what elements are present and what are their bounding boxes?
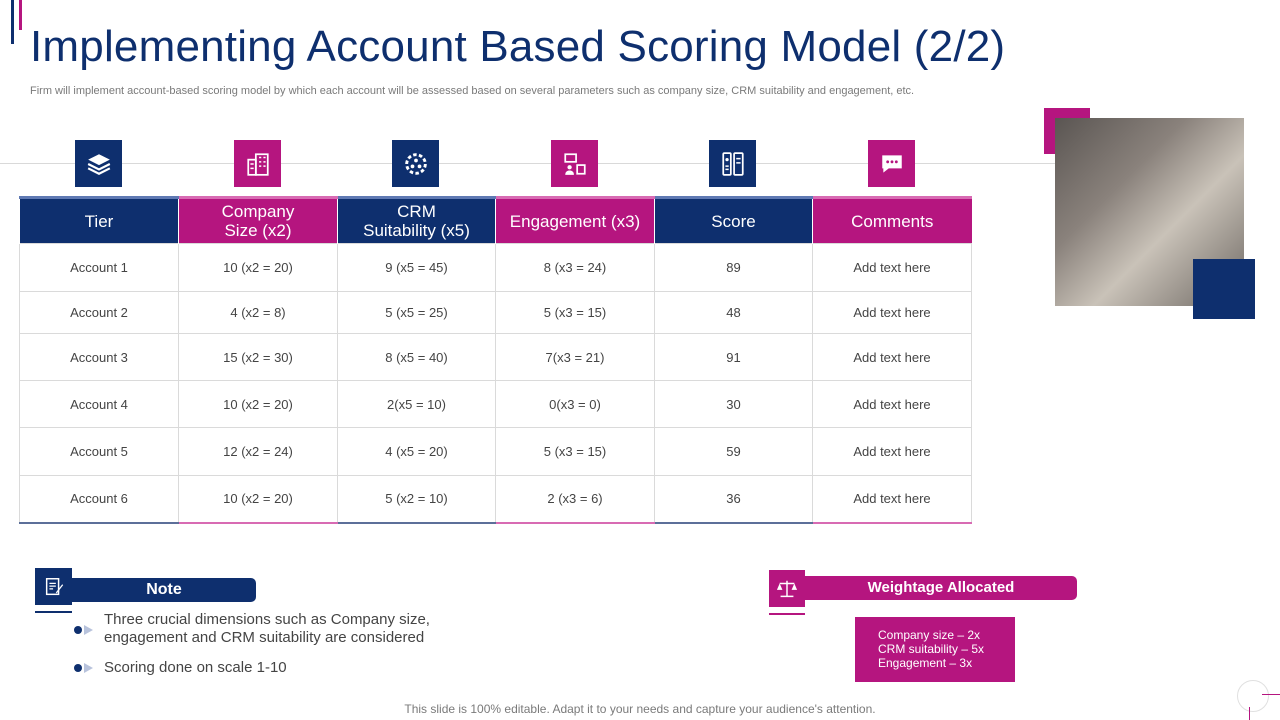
table-cell: 10 (x2 = 20) [179,244,338,292]
accent-bar [19,0,22,30]
table-cell: Add text here [813,428,972,476]
presentation-icon [551,140,598,187]
page-subtitle: Firm will implement account-based scoring model by which each account will be assessed based on several parameters such as company size, CRM suitability and engagement, etc. [30,85,915,97]
table-cell: Add text here [813,476,972,523]
table-header-row [20,198,972,244]
network-gear-icon [392,140,439,187]
table-cell: Add text here [813,334,972,381]
table-cell: Account 2 [20,292,179,334]
table-cell: 5 (x5 = 25) [338,292,496,334]
column-header-label: Company Size (x2) [221,202,295,240]
divider [769,613,805,615]
table-row [20,292,972,334]
table-cell: 4 (x2 = 8) [179,292,338,334]
corner-decoration [1262,694,1280,695]
table-cell: Add text here [813,244,972,292]
column-header-engagement: Engagement (x3) [496,198,655,244]
table-cell: Account 4 [20,381,179,428]
table-cell: 7(x3 = 21) [496,334,655,381]
corner-decoration [1249,707,1250,720]
table-cell: Account 6 [20,476,179,523]
table-cell: 0(x3 = 0) [496,381,655,428]
accent-bar [11,0,14,44]
table-cell: 9 (x5 = 45) [338,244,496,292]
table-cell: 5 (x3 = 15) [496,428,655,476]
table-cell: 89 [655,244,813,292]
weightage-label: Weightage Allocated [805,576,1077,600]
table-cell: 48 [655,292,813,334]
table-cell: 91 [655,334,813,381]
column-header-company-size [179,198,338,244]
table-row [20,428,972,476]
table-cell: 8 (x3 = 24) [496,244,655,292]
table-cell: Account 5 [20,428,179,476]
table-cell: 5 (x3 = 15) [496,292,655,334]
scoring-table [19,196,972,524]
table-cell: 2 (x3 = 6) [496,476,655,523]
note-label: Note [72,578,256,602]
table-cell: 59 [655,428,813,476]
column-header-comments: Comments [813,198,972,244]
chat-bubble-icon [868,140,915,187]
building-icon [234,140,281,187]
corner-decoration [1237,680,1269,712]
page-title: Implementing Account Based Scoring Model (2/2) [30,22,1006,71]
table-row [20,244,972,292]
weightage-box [855,617,1015,682]
document-edit-icon [35,568,72,605]
weightage-line: CRM suitability – 5x [878,642,985,656]
table-cell: 4 (x5 = 20) [338,428,496,476]
decorative-square [1193,259,1255,319]
table-cell: 36 [655,476,813,523]
table-row [20,381,972,428]
bullet-marker [74,625,93,635]
note-bullet-text: Scoring done on scale 1-10 [104,659,287,676]
table-row [20,334,972,381]
column-header-label: CRM Suitability (x5) [363,202,470,240]
table-cell: 10 (x2 = 20) [179,381,338,428]
table-cell: 30 [655,381,813,428]
table-cell: 10 (x2 = 20) [179,476,338,523]
footer-text: This slide is 100% editable. Adapt it to your needs and capture your audience's attention. [404,702,876,716]
table-cell: 12 (x2 = 24) [179,428,338,476]
table-cell: Add text here [813,292,972,334]
scale-balance-icon [769,570,805,607]
table-cell: Account 3 [20,334,179,381]
mobile-dashboard-icon [709,140,756,187]
column-header-tier: Tier [20,198,179,244]
weightage-line: Engagement – 3x [878,656,973,670]
table-cell: 8 (x5 = 40) [338,334,496,381]
bullet-marker [74,663,93,673]
table-cell: Add text here [813,381,972,428]
column-header-score: Score [655,198,813,244]
note-bullet-text: Three crucial dimensions such as Company size, engagement and CRM suitability are considered [104,611,430,646]
table-cell: 2(x5 = 10) [338,381,496,428]
divider [35,611,72,613]
weightage-line: Company size – 2x [878,628,981,642]
table-row [20,476,972,523]
column-header-crm-suitability [338,198,496,244]
table-cell: Account 1 [20,244,179,292]
layers-icon [75,140,122,187]
table-cell: 15 (x2 = 30) [179,334,338,381]
table-cell: 5 (x2 = 10) [338,476,496,523]
